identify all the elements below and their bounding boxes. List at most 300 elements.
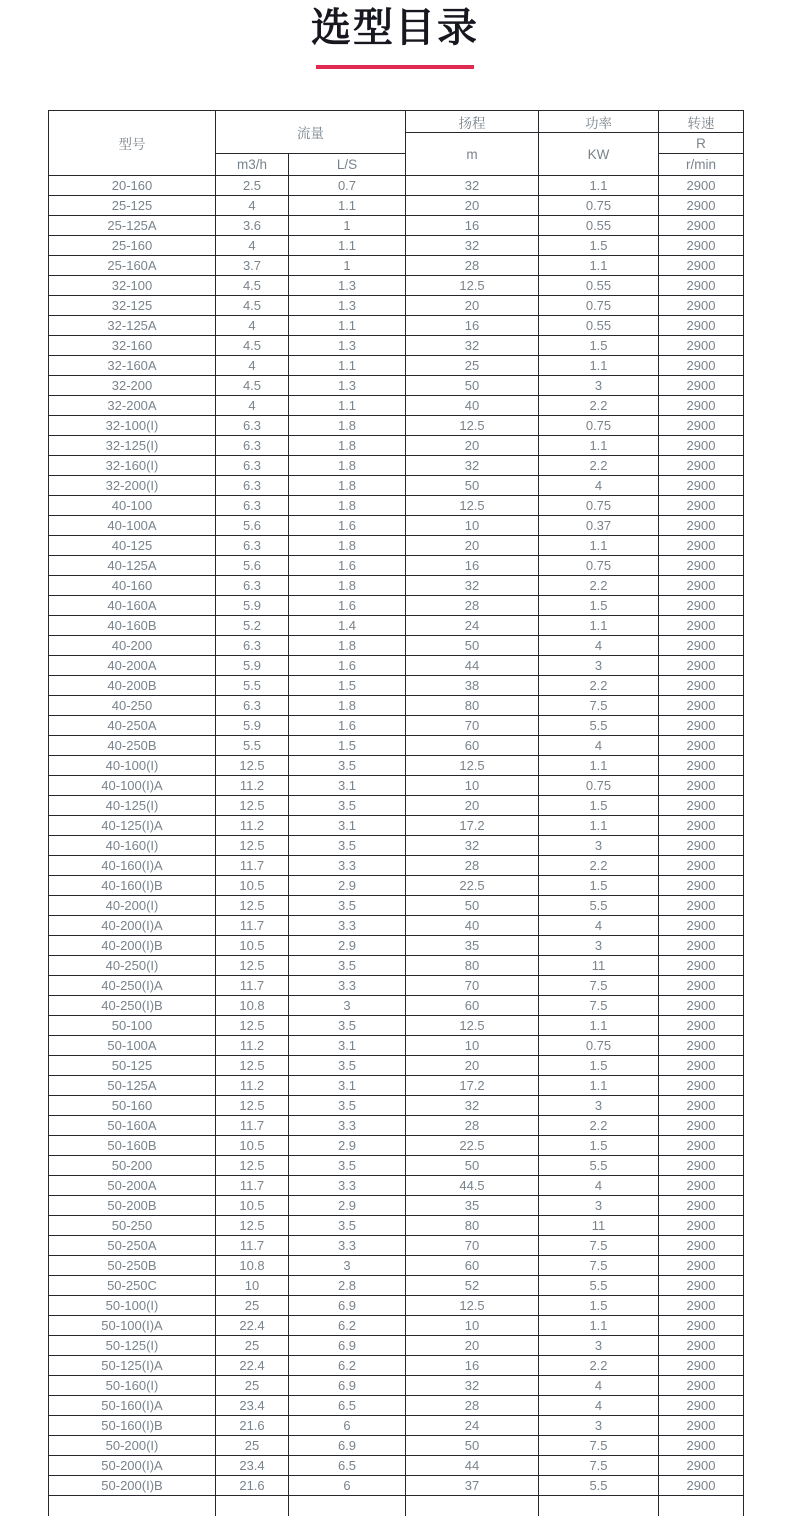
cell-power-kw: 0.37 [539,516,659,536]
table-row [49,936,744,956]
cell-empty [216,1496,289,1516]
cell-flow-ls: 6.9 [289,1296,406,1316]
cell-speed-rpm: 2900 [659,756,744,776]
cell-power-kw: 7.5 [539,696,659,716]
cell-head-m: 28 [406,1396,539,1416]
cell-flow-m3h: 11.7 [216,916,289,936]
cell-flow-m3h: 5.6 [216,556,289,576]
table-row [49,1356,744,1376]
cell-flow-m3h: 5.9 [216,596,289,616]
cell-flow-m3h: 10.8 [216,996,289,1016]
cell-head-m: 37 [406,1476,539,1496]
table-row [49,496,744,516]
cell-model: 32-125 [49,296,216,316]
cell-head-m: 60 [406,996,539,1016]
cell-model: 50-200(I) [49,1436,216,1456]
cell-power-kw: 0.55 [539,316,659,336]
selection-table [48,110,744,1516]
cell-model: 50-200A [49,1176,216,1196]
table-row [49,416,744,436]
cell-power-kw: 11 [539,1216,659,1236]
cell-model: 50-160 [49,1096,216,1116]
cell-speed-rpm: 2900 [659,1196,744,1216]
cell-flow-m3h: 12.5 [216,896,289,916]
cell-speed-rpm: 2900 [659,416,744,436]
cell-speed-rpm: 2900 [659,456,744,476]
cell-model: 32-125A [49,316,216,336]
cell-head-m: 80 [406,696,539,716]
cell-model: 50-250C [49,1276,216,1296]
cell-flow-ls: 3.5 [289,796,406,816]
cell-speed-rpm: 2900 [659,516,744,536]
cell-head-m: 16 [406,316,539,336]
table-row [49,216,744,236]
cell-model: 50-200(I)B [49,1476,216,1496]
cell-model: 40-160A [49,596,216,616]
cell-head-m: 20 [406,296,539,316]
cell-power-kw: 3 [539,1416,659,1436]
cell-flow-ls: 3.5 [289,756,406,776]
cell-speed-rpm: 2900 [659,916,744,936]
cell-empty [49,1496,216,1516]
table-row [49,1216,744,1236]
cell-model: 50-160A [49,1116,216,1136]
table-row [49,1056,744,1076]
cell-power-kw: 4 [539,916,659,936]
cell-flow-ls: 1.6 [289,556,406,576]
cell-flow-ls: 1.6 [289,656,406,676]
cell-head-m: 80 [406,956,539,976]
cell-speed-rpm: 2900 [659,1416,744,1436]
table-row [49,436,744,456]
cell-flow-m3h: 4 [216,356,289,376]
cell-power-kw: 1.1 [539,1076,659,1096]
cell-speed-rpm: 2900 [659,736,744,756]
cell-speed-rpm: 2900 [659,476,744,496]
table-row [49,956,744,976]
table-row [49,856,744,876]
cell-speed-rpm: 2900 [659,836,744,856]
cell-model: 50-100(I)A [49,1316,216,1336]
table-row [49,336,744,356]
cell-flow-m3h: 11.7 [216,856,289,876]
cell-head-m: 32 [406,1096,539,1116]
cell-power-kw: 3 [539,1096,659,1116]
cell-head-m: 25 [406,356,539,376]
cell-power-kw: 4 [539,636,659,656]
cell-power-kw: 0.55 [539,276,659,296]
cell-model: 40-250B [49,736,216,756]
cell-speed-rpm: 2900 [659,496,744,516]
cell-flow-m3h: 4 [216,316,289,336]
cell-power-kw: 2.2 [539,856,659,876]
table-row [49,256,744,276]
cell-flow-ls: 1.3 [289,276,406,296]
header-head: 扬程 [406,111,539,133]
cell-model: 40-250(I)B [49,996,216,1016]
cell-head-m: 24 [406,1416,539,1436]
cell-speed-rpm: 2900 [659,1036,744,1056]
cell-flow-m3h: 5.9 [216,656,289,676]
cell-power-kw: 1.5 [539,1136,659,1156]
cell-power-kw: 7.5 [539,1436,659,1456]
cell-model: 40-250(I)A [49,976,216,996]
cell-flow-ls: 3.5 [289,956,406,976]
cell-speed-rpm: 2900 [659,936,744,956]
cell-power-kw: 0.75 [539,196,659,216]
cell-model: 50-100 [49,1016,216,1036]
cell-speed-rpm: 2900 [659,716,744,736]
cell-model: 40-160(I) [49,836,216,856]
table-row [49,1476,744,1496]
cell-model: 50-250 [49,1216,216,1236]
cell-head-m: 32 [406,576,539,596]
cell-flow-ls: 1.8 [289,496,406,516]
cell-head-m: 22.5 [406,1136,539,1156]
cell-speed-rpm: 2900 [659,216,744,236]
cell-head-m: 32 [406,336,539,356]
table-row [49,776,744,796]
cell-speed-rpm: 2900 [659,1096,744,1116]
cell-speed-rpm: 2900 [659,596,744,616]
cell-flow-m3h: 11.7 [216,1236,289,1256]
cell-flow-m3h: 10.5 [216,936,289,956]
cell-model: 40-200(I)A [49,916,216,936]
cell-flow-ls: 1.8 [289,696,406,716]
table-row [49,1196,744,1216]
header-speed-unit-rmin: r/min [659,154,744,176]
cell-flow-m3h: 4.5 [216,336,289,356]
cell-flow-m3h: 4.5 [216,376,289,396]
cell-model: 40-200(I) [49,896,216,916]
table-row [49,976,744,996]
cell-head-m: 40 [406,396,539,416]
cell-speed-rpm: 2900 [659,556,744,576]
cell-model: 40-125 [49,536,216,556]
header-model: 型号 [49,111,216,176]
table-row [49,756,744,776]
cell-power-kw: 3 [539,376,659,396]
cell-model: 25-160A [49,256,216,276]
cell-power-kw: 2.2 [539,1356,659,1376]
cell-model: 40-125(I) [49,796,216,816]
cell-speed-rpm: 2900 [659,816,744,836]
cell-head-m: 32 [406,236,539,256]
cell-speed-rpm: 2900 [659,1076,744,1096]
cell-head-m: 12.5 [406,416,539,436]
cell-flow-ls: 1.1 [289,396,406,416]
cell-speed-rpm: 2900 [659,796,744,816]
cell-power-kw: 5.5 [539,1276,659,1296]
cell-flow-m3h: 10.5 [216,1136,289,1156]
cell-flow-ls: 3.1 [289,776,406,796]
cell-speed-rpm: 2900 [659,956,744,976]
cell-speed-rpm: 2900 [659,336,744,356]
cell-empty [406,1496,539,1516]
cell-flow-ls: 2.9 [289,936,406,956]
cell-head-m: 52 [406,1276,539,1296]
cell-power-kw: 1.5 [539,796,659,816]
cell-speed-rpm: 2900 [659,976,744,996]
cell-power-kw: 1.1 [539,816,659,836]
cell-flow-m3h: 11.7 [216,1176,289,1196]
cell-head-m: 12.5 [406,1016,539,1036]
table-row [49,516,744,536]
cell-power-kw: 1.5 [539,336,659,356]
table-row [49,636,744,656]
cell-speed-rpm: 2900 [659,296,744,316]
cell-power-kw: 5.5 [539,896,659,916]
header-speed-unit-r: R [659,133,744,154]
cell-power-kw: 4 [539,1176,659,1196]
cell-model: 50-125A [49,1076,216,1096]
table-row [49,396,744,416]
cell-flow-m3h: 6.3 [216,416,289,436]
cell-head-m: 28 [406,596,539,616]
cell-flow-ls: 3.5 [289,1156,406,1176]
cell-power-kw: 2.2 [539,456,659,476]
cell-speed-rpm: 2900 [659,696,744,716]
table-row [49,896,744,916]
cell-power-kw: 1.1 [539,176,659,196]
cell-head-m: 80 [406,1216,539,1236]
cell-head-m: 17.2 [406,816,539,836]
cell-head-m: 12.5 [406,496,539,516]
cell-speed-rpm: 2900 [659,276,744,296]
table-row [49,476,744,496]
cell-head-m: 44 [406,1456,539,1476]
cell-speed-rpm: 2900 [659,896,744,916]
table-row [49,576,744,596]
table-row [49,196,744,216]
cell-flow-m3h: 3.7 [216,256,289,276]
cell-flow-ls: 2.9 [289,1196,406,1216]
cell-flow-m3h: 6.3 [216,576,289,596]
cell-model: 25-125A [49,216,216,236]
cell-flow-m3h: 6.3 [216,456,289,476]
header-row-1 [49,111,744,133]
cell-flow-ls: 3 [289,1256,406,1276]
cell-power-kw: 1.1 [539,1316,659,1336]
cell-flow-ls: 3.3 [289,916,406,936]
header-flow-m3h: m3/h [216,154,289,176]
cell-flow-ls: 1.4 [289,616,406,636]
cell-power-kw: 7.5 [539,976,659,996]
cell-power-kw: 7.5 [539,1236,659,1256]
cell-model: 40-160(I)A [49,856,216,876]
cell-model: 32-100(I) [49,416,216,436]
table-row [49,596,744,616]
cell-speed-rpm: 2900 [659,1176,744,1196]
cell-speed-rpm: 2900 [659,1156,744,1176]
cell-flow-ls: 1.1 [289,356,406,376]
cell-speed-rpm: 2900 [659,576,744,596]
cell-flow-m3h: 12.5 [216,1156,289,1176]
cell-head-m: 70 [406,1236,539,1256]
table-row [49,276,744,296]
cell-flow-m3h: 6.3 [216,696,289,716]
cell-speed-rpm: 2900 [659,236,744,256]
cell-model: 50-100A [49,1036,216,1056]
cell-model: 40-200A [49,656,216,676]
cell-head-m: 70 [406,716,539,736]
cell-flow-m3h: 12.5 [216,1016,289,1036]
cell-model: 50-100(I) [49,1296,216,1316]
table-row [49,876,744,896]
cell-speed-rpm: 2900 [659,676,744,696]
cell-model: 50-160(I) [49,1376,216,1396]
cell-power-kw: 11 [539,956,659,976]
cell-head-m: 24 [406,616,539,636]
cell-model: 32-160 [49,336,216,356]
cell-power-kw: 2.2 [539,396,659,416]
cell-power-kw: 7.5 [539,996,659,1016]
table-row [49,1336,744,1356]
cell-power-kw: 3 [539,836,659,856]
cell-head-m: 20 [406,1336,539,1356]
cell-model: 40-100 [49,496,216,516]
cell-model: 50-250A [49,1236,216,1256]
cell-flow-ls: 1.8 [289,436,406,456]
table-row [49,376,744,396]
table-row [49,716,744,736]
cell-speed-rpm: 2900 [659,996,744,1016]
cell-power-kw: 0.75 [539,1036,659,1056]
header-head-unit: m [406,133,539,176]
cell-flow-ls: 2.9 [289,1136,406,1156]
cell-head-m: 16 [406,556,539,576]
cell-speed-rpm: 2900 [659,1396,744,1416]
cell-power-kw: 3 [539,656,659,676]
cell-flow-m3h: 25 [216,1336,289,1356]
cell-model: 50-125(I)A [49,1356,216,1376]
cell-flow-m3h: 3.6 [216,216,289,236]
cell-flow-m3h: 25 [216,1436,289,1456]
cell-head-m: 44 [406,656,539,676]
cell-head-m: 32 [406,1376,539,1396]
cell-speed-rpm: 2900 [659,1216,744,1236]
cell-head-m: 50 [406,376,539,396]
cell-speed-rpm: 2900 [659,196,744,216]
cell-flow-ls: 1.8 [289,576,406,596]
cell-head-m: 32 [406,456,539,476]
table-row [49,1396,744,1416]
cell-model: 32-200 [49,376,216,396]
cell-model: 40-200B [49,676,216,696]
partial-row [49,1496,744,1516]
cell-flow-m3h: 11.7 [216,1116,289,1136]
cell-speed-rpm: 2900 [659,1336,744,1356]
cell-speed-rpm: 2900 [659,616,744,636]
table-row [49,556,744,576]
cell-model: 40-250 [49,696,216,716]
cell-speed-rpm: 2900 [659,776,744,796]
table-row [49,836,744,856]
cell-model: 32-125(I) [49,436,216,456]
table-row [49,1316,744,1336]
cell-power-kw: 4 [539,1396,659,1416]
cell-flow-ls: 1.8 [289,416,406,436]
cell-flow-m3h: 22.4 [216,1316,289,1336]
cell-power-kw: 1.5 [539,596,659,616]
cell-power-kw: 4 [539,476,659,496]
table-row [49,1076,744,1096]
cell-flow-ls: 1 [289,256,406,276]
cell-flow-ls: 3.1 [289,816,406,836]
cell-flow-m3h: 6.3 [216,636,289,656]
cell-head-m: 20 [406,536,539,556]
cell-flow-ls: 6.2 [289,1316,406,1336]
cell-flow-ls: 2.8 [289,1276,406,1296]
table-row [49,916,744,936]
cell-model: 40-100(I)A [49,776,216,796]
cell-flow-m3h: 11.2 [216,1076,289,1096]
cell-speed-rpm: 2900 [659,1136,744,1156]
cell-flow-ls: 6.9 [289,1436,406,1456]
cell-power-kw: 1.5 [539,236,659,256]
cell-speed-rpm: 2900 [659,1256,744,1276]
cell-model: 50-160B [49,1136,216,1156]
cell-model: 32-160A [49,356,216,376]
cell-power-kw: 1.1 [539,436,659,456]
cell-model: 40-160(I)B [49,876,216,896]
cell-flow-m3h: 22.4 [216,1356,289,1376]
cell-speed-rpm: 2900 [659,1116,744,1136]
cell-flow-m3h: 6.3 [216,496,289,516]
cell-power-kw: 7.5 [539,1256,659,1276]
cell-power-kw: 1.1 [539,356,659,376]
cell-flow-ls: 1.5 [289,736,406,756]
cell-flow-m3h: 25 [216,1296,289,1316]
cell-flow-m3h: 12.5 [216,1096,289,1116]
cell-flow-m3h: 23.4 [216,1396,289,1416]
cell-model: 50-200 [49,1156,216,1176]
cell-power-kw: 0.75 [539,416,659,436]
cell-head-m: 20 [406,196,539,216]
cell-flow-m3h: 10.8 [216,1256,289,1276]
cell-head-m: 40 [406,916,539,936]
cell-head-m: 35 [406,1196,539,1216]
cell-model: 50-160(I)A [49,1396,216,1416]
cell-head-m: 17.2 [406,1076,539,1096]
cell-model: 50-160(I)B [49,1416,216,1436]
cell-flow-m3h: 6.3 [216,476,289,496]
cell-head-m: 22.5 [406,876,539,896]
cell-model: 32-200A [49,396,216,416]
cell-model: 50-200(I)A [49,1456,216,1476]
cell-flow-m3h: 12.5 [216,756,289,776]
cell-head-m: 50 [406,1156,539,1176]
cell-flow-ls: 6.5 [289,1396,406,1416]
cell-power-kw: 3 [539,936,659,956]
cell-power-kw: 5.5 [539,1156,659,1176]
cell-head-m: 32 [406,836,539,856]
cell-model: 32-160(I) [49,456,216,476]
cell-head-m: 60 [406,1256,539,1276]
cell-empty [289,1496,406,1516]
cell-flow-m3h: 21.6 [216,1476,289,1496]
cell-head-m: 50 [406,896,539,916]
cell-head-m: 35 [406,936,539,956]
cell-flow-ls: 6.2 [289,1356,406,1376]
cell-flow-ls: 6 [289,1476,406,1496]
cell-flow-ls: 1.3 [289,376,406,396]
cell-model: 40-160 [49,576,216,596]
cell-head-m: 50 [406,476,539,496]
cell-head-m: 44.5 [406,1176,539,1196]
cell-flow-ls: 6.5 [289,1456,406,1476]
table-row [49,1176,744,1196]
